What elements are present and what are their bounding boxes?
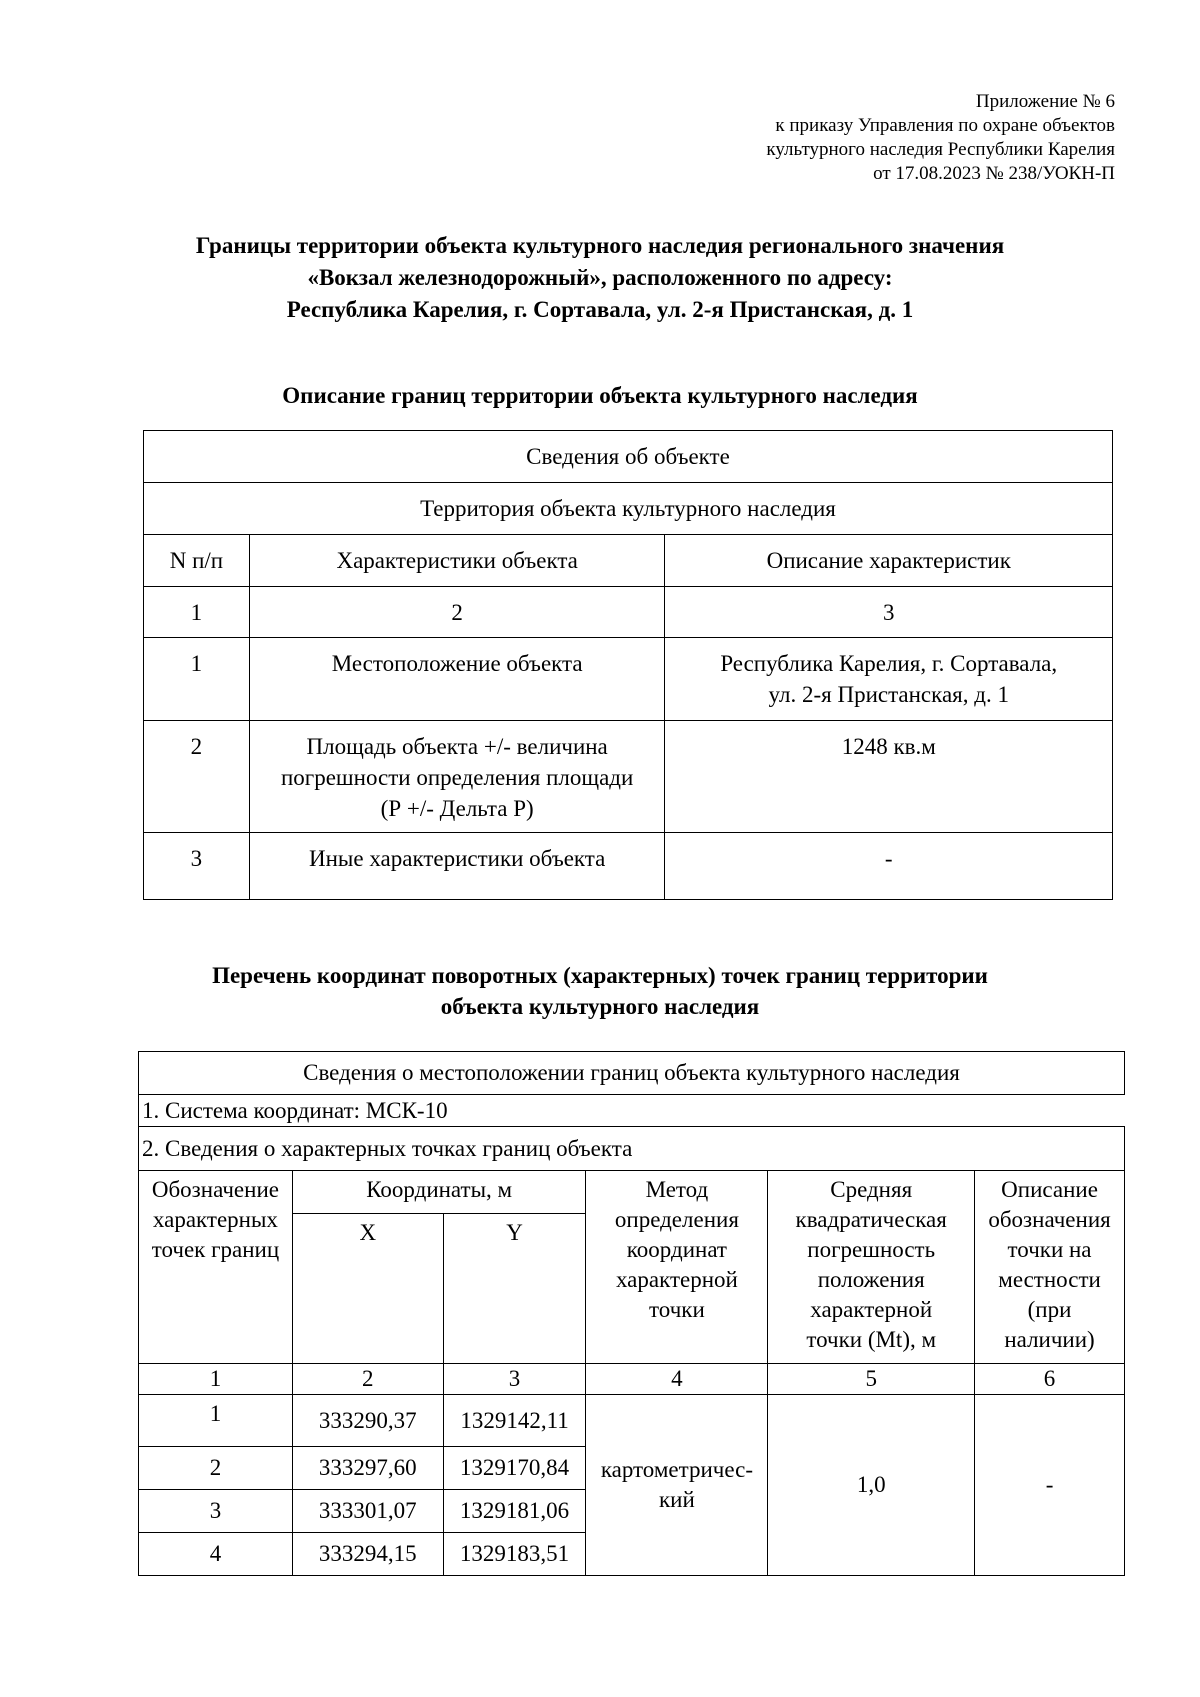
table-cell: 3 xyxy=(665,587,1113,638)
table-cell: Сведения о местоположении границ объекта культурного наследия xyxy=(139,1052,1125,1095)
appendix-line: культурного наследия Республики Карелия xyxy=(766,139,1115,160)
cell-line: положения xyxy=(817,1267,925,1292)
table-cell: Сведения об объекте xyxy=(144,431,1113,483)
point-y-cell: 1329181,06 xyxy=(443,1490,586,1533)
heading-line: объекта культурного наследия xyxy=(440,994,760,1019)
header-cell: Описание характеристик xyxy=(665,535,1113,587)
appendix-header xyxy=(766,90,1115,186)
cell-line: погрешности определения площади xyxy=(280,765,634,790)
table-cell xyxy=(665,833,1113,900)
table-cell xyxy=(249,638,665,721)
point-id-cell: 4 xyxy=(139,1533,293,1576)
cell-line: наличии) xyxy=(1004,1327,1095,1352)
table-cell: 5 xyxy=(768,1364,975,1395)
title-line: «Вокзал железнодорожный», расположенного по адресу: xyxy=(307,265,893,290)
appendix-line: от 17.08.2023 № 238/УОКН-П xyxy=(873,163,1115,184)
cell-line: (Р +/- Дельта Р) xyxy=(380,796,534,821)
cell-line: квадратическая xyxy=(795,1207,947,1232)
cell-line: местности xyxy=(998,1267,1101,1292)
header-cell-coordinates: Координаты, м xyxy=(292,1171,586,1214)
table-cell: 1 xyxy=(144,638,250,721)
cell-line: точки (Mt), м xyxy=(806,1327,937,1352)
appendix-line: Приложение № 6 xyxy=(975,91,1115,112)
column-number-row xyxy=(139,1364,1125,1395)
header-cell-y: Y xyxy=(443,1214,586,1364)
point-id-cell: 2 xyxy=(139,1447,293,1490)
point-y-cell: 1329183,51 xyxy=(443,1533,586,1576)
title-line: Республика Карелия, г. Сортавала, ул. 2-я Пристанская, д. 1 xyxy=(286,297,914,322)
cell-line: погрешность xyxy=(807,1237,936,1262)
table-cell xyxy=(665,721,1113,833)
cell-line: Республика Карелия, г. Сортавала, xyxy=(720,651,1058,676)
cell-line: 1248 кв.м xyxy=(841,734,936,759)
cell-line: определения xyxy=(614,1207,739,1232)
table-header-row xyxy=(139,1171,1125,1214)
cell-line: характерных xyxy=(152,1207,278,1232)
cell-line: - xyxy=(884,846,893,871)
boundary-description-heading: Описание границ территории объекта культурного наследия xyxy=(282,383,918,408)
header-cell: N п/п xyxy=(144,535,250,587)
header-cell-description xyxy=(975,1171,1125,1364)
cell-line: Обозначение xyxy=(151,1177,279,1202)
document-title xyxy=(0,230,1200,326)
method-value-cell xyxy=(586,1395,768,1576)
table-cell xyxy=(249,721,665,833)
cell-line: Местоположение объекта xyxy=(331,651,583,676)
table-cell: 4 xyxy=(586,1364,768,1395)
point-x-cell: 333294,15 xyxy=(292,1533,443,1576)
cell-line: Иные характеристики объекта xyxy=(309,846,606,871)
table-cell: 2. Сведения о характерных точках границ объекта xyxy=(139,1127,1125,1171)
cell-line: Средняя xyxy=(830,1177,913,1202)
point-x-cell: 333290,37 xyxy=(292,1395,443,1447)
cell-line: Описание xyxy=(1001,1177,1098,1202)
point-id-cell: 1 xyxy=(139,1395,293,1447)
table-header-row xyxy=(144,535,1113,587)
column-number-row xyxy=(144,587,1113,638)
cell-line: Метод xyxy=(645,1177,709,1202)
cell-line: точки xyxy=(649,1297,705,1322)
object-info-table xyxy=(143,430,1113,900)
header-cell-method xyxy=(586,1171,768,1364)
cell-line: кий xyxy=(659,1487,695,1512)
table-row xyxy=(144,721,1113,833)
cell-line: точки на xyxy=(1007,1237,1092,1262)
point-y-cell: 1329170,84 xyxy=(443,1447,586,1490)
title-line: Границы территории объекта культурного наследия регионального значения xyxy=(195,233,1005,258)
point-y-cell: 1329142,11 xyxy=(443,1395,586,1447)
table-cell: 3 xyxy=(144,833,250,900)
description-value-cell: - xyxy=(975,1395,1125,1576)
header-cell-x: X xyxy=(292,1214,443,1364)
table-cell: Территория объекта культурного наследия xyxy=(144,483,1113,535)
heading-line: Перечень координат поворотных (характерных) точек границ территории xyxy=(212,963,988,988)
boundary-points-table xyxy=(138,1051,1125,1576)
cell-line: (при xyxy=(1027,1297,1072,1322)
table-cell: 2 xyxy=(249,587,665,638)
error-value-cell: 1,0 xyxy=(768,1395,975,1576)
table-cell: 3 xyxy=(443,1364,586,1395)
cell-line: точек границ xyxy=(151,1237,280,1262)
table-row xyxy=(144,638,1113,721)
cell-line: ул. 2-я Пристанская, д. 1 xyxy=(768,682,1009,707)
header-cell-error xyxy=(768,1171,975,1364)
coordinates-list-heading xyxy=(0,960,1200,1022)
appendix-line: к приказу Управления по охране объектов xyxy=(775,115,1115,136)
table-row xyxy=(144,833,1113,900)
table-row xyxy=(139,1395,1125,1447)
table-cell: 6 xyxy=(975,1364,1125,1395)
point-id-cell: 3 xyxy=(139,1490,293,1533)
table-cell xyxy=(249,833,665,900)
point-x-cell: 333297,60 xyxy=(292,1447,443,1490)
cell-line: характерной xyxy=(810,1297,933,1322)
cell-line: характерной xyxy=(615,1267,738,1292)
table-cell: 2 xyxy=(292,1364,443,1395)
header-cell: Характеристики объекта xyxy=(249,535,665,587)
table-cell: 1 xyxy=(144,587,250,638)
point-x-cell: 333301,07 xyxy=(292,1490,443,1533)
cell-line: обозначения xyxy=(988,1207,1111,1232)
cell-line: Площадь объекта +/- величина xyxy=(306,734,608,759)
header-cell-designation xyxy=(139,1171,293,1364)
cell-line: координат xyxy=(626,1237,727,1262)
table-cell xyxy=(665,638,1113,721)
cell-line: картометричес- xyxy=(600,1457,753,1482)
table-cell: 1 xyxy=(139,1364,293,1395)
table-cell: 2 xyxy=(144,721,250,833)
coordinate-system-cell: 1. Система координат: МСК-10 xyxy=(139,1095,1125,1127)
